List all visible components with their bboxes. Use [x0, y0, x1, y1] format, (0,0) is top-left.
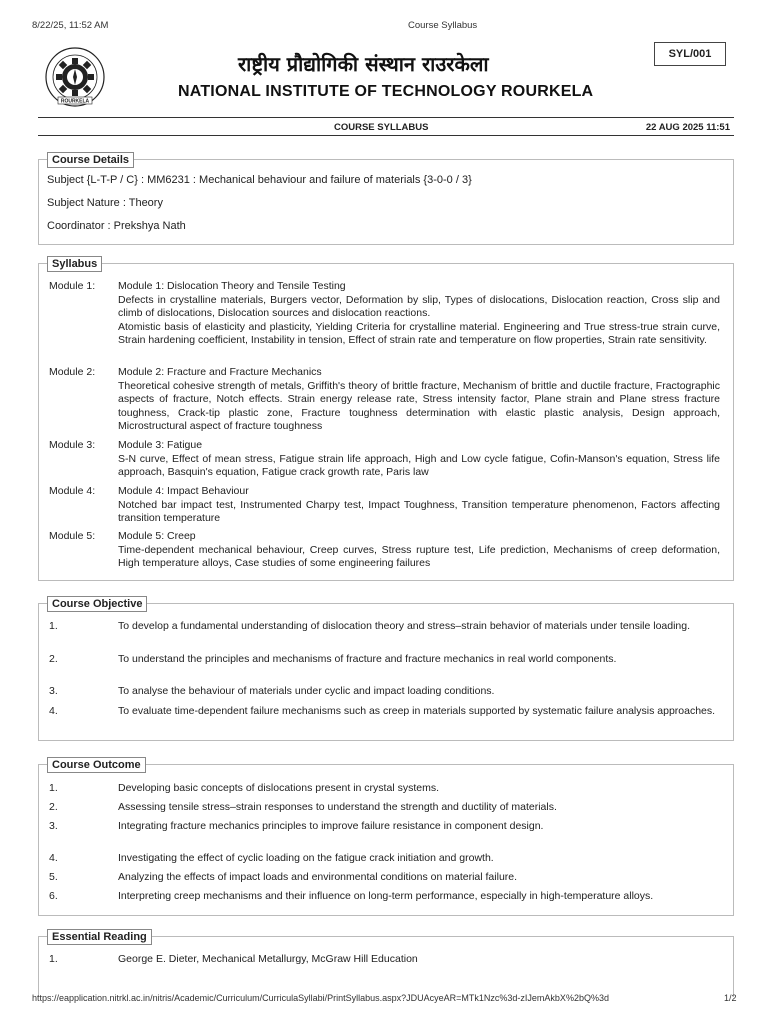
syllabus-title: COURSE SYLLABUS [334, 122, 429, 133]
module-title: Module 5: Creep [118, 530, 196, 542]
print-url: https://eapplication.nitrkl.ac.in/nitris/Academic/Curriculum/CurriculaSyllabi/PrintSyllabus.aspx?JDUAcyeAR=MTk1Nzc%3d-zIJemAkbX%2bQ%3d [32, 993, 609, 1003]
module-content [118, 366, 720, 434]
module-title: Module 4: Impact Behaviour [118, 485, 249, 497]
module-text: Time-dependent mechanical behaviour, Creep curves, Stress rupture test, Life prediction, Mechanisms of creep deformation, High temperature alloys, Case studies of some engineering failures [118, 543, 720, 569]
list-number: 5. [49, 871, 58, 883]
print-title: Course Syllabus [408, 20, 478, 31]
course-objective-heading: Course Objective [47, 596, 147, 612]
module-label: Module 1: [49, 280, 96, 292]
module-text: Defects in crystalline materials, Burgers vector, Deformation by slip, Types of dislocations, Dislocation reaction, Cross slip and climb of dislocations, Dislocation sources and dislocation reactions. [118, 293, 720, 319]
top-rule [38, 117, 734, 118]
module-label: Module 4: [49, 485, 96, 497]
module-content [118, 439, 720, 480]
list-number: 1. [49, 620, 58, 632]
syllabus-date: 22 AUG 2025 11:51 [645, 122, 730, 133]
list-number: 4. [49, 852, 58, 864]
subject-nature: Subject Nature : Theory [47, 197, 163, 209]
module-label: Module 5: [49, 530, 96, 542]
list-number: 2. [49, 801, 58, 813]
page-number: 1/2 [724, 993, 737, 1003]
list-number: 6. [49, 890, 58, 902]
list-item: To evaluate time-dependent failure mechanisms such as creep in materials supported by systematic failure analysis approaches. [118, 705, 716, 717]
course-objective-section [38, 598, 734, 741]
module-text: S-N curve, Effect of mean stress, Fatigue strain life approach, High and Low cycle fatigue, Cofin-Manson's equation, Stress life approach, Basquin's equation, Fatigue crack growth rate, Paris law [118, 452, 720, 478]
module-text: Theoretical cohesive strength of metals, Griffith's theory of brittle fracture, Mechanism of brittle and ductile fracture, Fractographic aspects of fracture, Notch effects. Strain energy release rate, Stress intensity factor, Plane strain and Plane stress fracture toughness, Crack-tip plastic zone, Fracture toughness determination with elastic plastic analysis, Design approach, Microstructural aspect of fracture toughness [118, 379, 720, 432]
coordinator: Coordinator : Prekshya Nath [47, 220, 186, 232]
module-content [118, 280, 720, 348]
list-number: 3. [49, 685, 58, 697]
module-label: Module 3: [49, 439, 96, 451]
list-item: To understand the principles and mechanisms of fracture and fracture mechanics in real world components. [118, 653, 617, 665]
module-title: Module 2: Fracture and Fracture Mechanics [118, 366, 322, 378]
list-item: Investigating the effect of cyclic loading on the fatigue crack initiation and growth. [118, 852, 494, 864]
list-item: Analyzing the effects of impact loads and environmental conditions on material failure. [118, 871, 518, 883]
essential-reading-heading: Essential Reading [47, 929, 152, 945]
module-title: Module 1: Dislocation Theory and Tensile Testing [118, 280, 346, 292]
module-content [118, 530, 720, 571]
print-datetime: 8/22/25, 11:52 AM [32, 20, 109, 31]
subject-line: Subject {L-T-P / C} : MM6231 : Mechanical behaviour and failure of materials {3-0-0 / 3} [47, 174, 472, 186]
list-number: 1. [49, 953, 58, 965]
list-item: Developing basic concepts of dislocations present in crystal systems. [118, 782, 439, 794]
list-item: To analyse the behaviour of materials under cyclic and impact loading conditions. [118, 685, 495, 697]
list-item: To develop a fundamental understanding of dislocation theory and stress–strain behavior of materials under tensile loading. [118, 620, 691, 632]
logo-text: ROURKELA [60, 98, 90, 105]
list-number: 2. [49, 653, 58, 665]
document-code: SYL/001 [654, 42, 726, 66]
module-label: Module 2: [49, 366, 96, 378]
course-outcome-section [38, 759, 734, 916]
module-text: Notched bar impact test, Instrumented Charpy test, Impact Toughness, Transition temperature phenomenon, Factors affecting transition temperature [118, 498, 720, 524]
course-details-section [38, 154, 734, 245]
syllabus-heading: Syllabus [47, 256, 102, 272]
list-item: Assessing tensile stress–strain responses to understand the strength and ductility of materials. [118, 801, 557, 813]
list-number: 3. [49, 820, 58, 832]
list-item: Interpreting creep mechanisms and their influence on long-term performance, especially in high-temperature alloys. [118, 890, 654, 902]
institute-logo [44, 46, 106, 108]
module-content [118, 485, 720, 526]
list-number: 4. [49, 705, 58, 717]
module-text: Atomistic basis of elasticity and plasticity, Yielding Criteria for crystalline material. Engineering and True stress-true strain curve, Strain hardening coefficient, Instability in tension, Effect of strain rate and temperature on flow properties, Strain rate sensitivity. [118, 320, 720, 346]
list-item: George E. Dieter, Mechanical Metallurgy, McGraw Hill Education [118, 953, 418, 965]
syllabus-section [38, 258, 734, 581]
list-number: 1. [49, 782, 58, 794]
course-outcome-heading: Course Outcome [47, 757, 146, 773]
institute-hindi-name: राष्ट्रीय प्रौद्योगिकी संस्थान राउरकेला [238, 52, 489, 76]
bottom-rule [38, 135, 734, 136]
institute-name: NATIONAL INSTITUTE OF TECHNOLOGY ROURKELA [178, 83, 594, 100]
module-title: Module 3: Fatigue [118, 439, 203, 451]
course-details-heading: Course Details [47, 152, 134, 168]
essential-reading-section [38, 931, 734, 997]
list-item: Integrating fracture mechanics principles to improve failure resistance in component design. [118, 820, 544, 832]
